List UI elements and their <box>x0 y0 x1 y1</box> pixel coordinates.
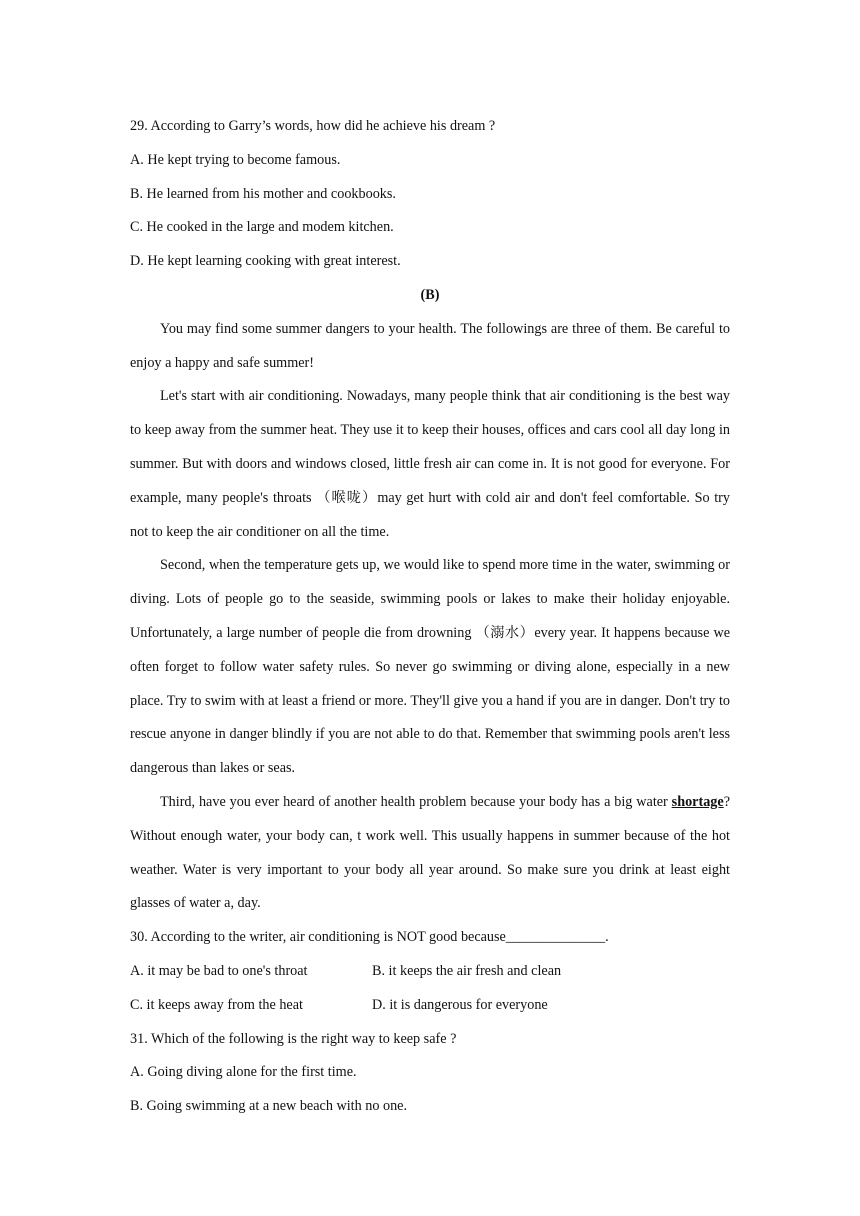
q29-option-b: B. He learned from his mother and cookbooks. <box>130 185 396 202</box>
passage-paragraph-1-text: You may find some summer dangers to your health. The followings are three of them. Be careful to enjoy a happy and safe summer! <box>130 320 730 371</box>
q30-options-row-2 <box>130 989 730 1023</box>
underlined-word-shortage: shortage <box>671 793 724 810</box>
q29-option-a: A. He kept trying to become famous. <box>130 151 341 168</box>
q31-question: 31. Which of the following is the right way to keep safe ? <box>130 1030 457 1047</box>
passage-paragraph-4-text-end: ? Without enough water, your body can, t work well. This usually happens in summer because of the hot weather. Water is very important to your body all year around. So make sure you drink at least eight glasses of water a, day. <box>130 793 730 912</box>
q30-option-c: C. it keeps away from the heat <box>130 996 303 1013</box>
passage-paragraph-2-text: Let's start with air conditioning. Nowadays, many people think that air conditioning is the best way to keep away from the summer heat. They use it to keep their houses, offices and cars cool all day long in summer. But with doors and windows closed, little fresh air can come in. It is not good for everyone. For example, many people's throats （喉咙）may get hurt with cold air and don't feel comfortable. So try not to keep the air conditioner on all the time. <box>130 388 730 540</box>
page-content <box>130 110 730 1124</box>
q29-option-c: C. He cooked in the large and modem kitchen. <box>130 219 394 236</box>
passage-paragraph-1 <box>130 313 730 381</box>
passage-paragraph-4-text-start: Third, have you ever heard of another health problem because your body has a big water <box>160 793 672 810</box>
q31-option-b: B. Going swimming at a new beach with no one. <box>130 1098 408 1115</box>
passage-paragraph-3 <box>130 549 730 786</box>
q30-option-b: B. it keeps the air fresh and clean <box>372 962 562 979</box>
section-heading: (B) <box>420 286 440 303</box>
q30-option-a: A. it may be bad to one's throat <box>130 962 308 979</box>
passage-paragraph-2 <box>130 380 730 549</box>
q31-option-a: A. Going diving alone for the first time. <box>130 1064 357 1081</box>
q30-options-row-1 <box>130 955 730 989</box>
q30-option-d: D. it is dangerous for everyone <box>372 996 548 1013</box>
passage-paragraph-4 <box>130 786 730 921</box>
q30-question: 30. According to the writer, air conditioning is NOT good because______________. <box>130 929 609 946</box>
passage-paragraph-3-text: Second, when the temperature gets up, we would like to spend more time in the water, swimming or diving. Lots of people go to the seaside, swimming pools or lakes to make their holiday enjoyable. Unfortunately, a large number of people die from drowning （溺水）every year. It happens because we often forget to follow water safety rules. So never go swimming or diving alone, especially in a new place. Try to swim with at least a friend or more. They'll give you a hand if you are in danger. Don't try to rescue anyone in danger blindly if you are not able to do that. Remember that swimming pools aren't less dangerous than lakes or seas. <box>130 557 730 777</box>
q29-question: 29. According to Garry’s words, how did he achieve his dream ? <box>130 118 496 134</box>
q29-option-d: D. He kept learning cooking with great interest. <box>130 253 401 270</box>
